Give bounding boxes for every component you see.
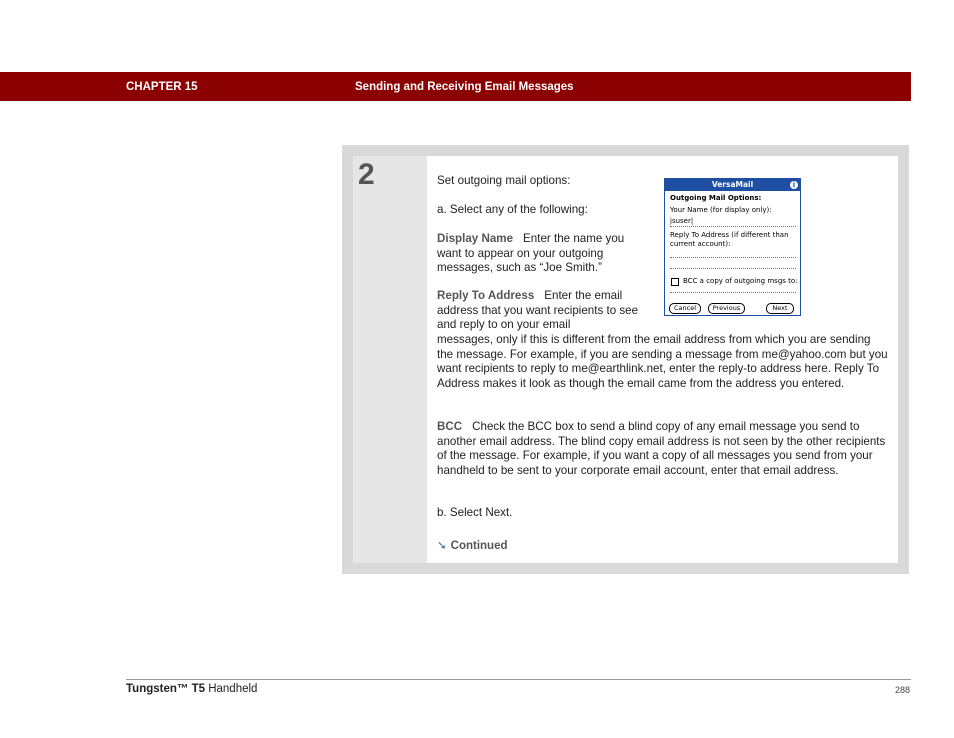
palm-reply-to-label-2: current account): [670,240,731,248]
step-number: 2 [358,158,375,191]
continued-link[interactable] [437,538,508,552]
step-intro: Set outgoing mail options: [437,174,571,187]
palm-your-name-label: Your Name (for display only): [670,206,772,214]
footer-divider [126,679,911,680]
next-button[interactable]: Next [766,303,794,314]
palm-field-underline [670,226,796,227]
bcc-term: BCC [437,420,463,433]
page-number: 288 [895,685,911,695]
reply-to-item [437,289,642,333]
palm-reply-to-label-1: Reply To Address (if different than [670,231,789,239]
chapter-header-bar [0,72,911,101]
reply-to-term: Reply To Address [437,289,535,302]
bcc-checkbox[interactable] [671,278,679,286]
display-name-term: Display Name [437,232,514,245]
palm-title-bar [665,179,800,191]
footer-product: Tungsten™ T5 Handheld [126,683,258,695]
step-sub-a: a. Select any of the following: [437,203,588,216]
palm-screenshot [664,178,801,316]
display-name-desc: Enter the name you want to appear on your outgoing messages, such as “Joe Smith.” [437,232,625,274]
step-number-column [353,156,427,563]
palm-app-title: VersaMail [711,180,754,189]
palm-heading: Outgoing Mail Options: [670,194,762,202]
bcc-desc: Check the BCC box to send a blind copy of any email message you send to another email address. The blind copy email address is not seen by the other recipients of the message. For example, if you want a copy of all messages you send from your handheld to be sent to your corporate email account, enter that email address. [437,420,886,477]
chapter-title: Sending and Receiving Email Messages [355,81,574,93]
palm-bcc-field[interactable] [670,292,796,293]
continued-label: Continued [450,540,508,552]
previous-button[interactable]: Previous [708,303,745,314]
info-icon[interactable]: i [790,181,798,189]
palm-reply-to-field[interactable] [670,257,796,258]
palm-field-underline [670,268,796,269]
display-name-item [437,232,649,276]
cancel-button[interactable]: Cancel [669,303,701,314]
palm-bcc-label: BCC a copy of outgoing msgs to: [683,277,798,285]
arrow-down-right-icon: ➘ [437,540,447,552]
palm-your-name-field[interactable]: jsuser| [670,217,694,225]
bcc-item [437,420,889,478]
chapter-label: CHAPTER 15 [126,81,198,93]
reply-to-desc: Enter the email address that you want recipients to see and reply to on your email [437,289,639,331]
reply-to-desc-cont: messages, only if this is different from the email address from which you are sending the message. For example, if you are sending a message from me@yahoo.com but you want recipients to reply to me@earthlink.net, enter the reply-to address here. Reply To Address makes it look as though the email came from the address you entered. [437,333,888,390]
step-sub-b: b. Select Next. [437,506,513,519]
